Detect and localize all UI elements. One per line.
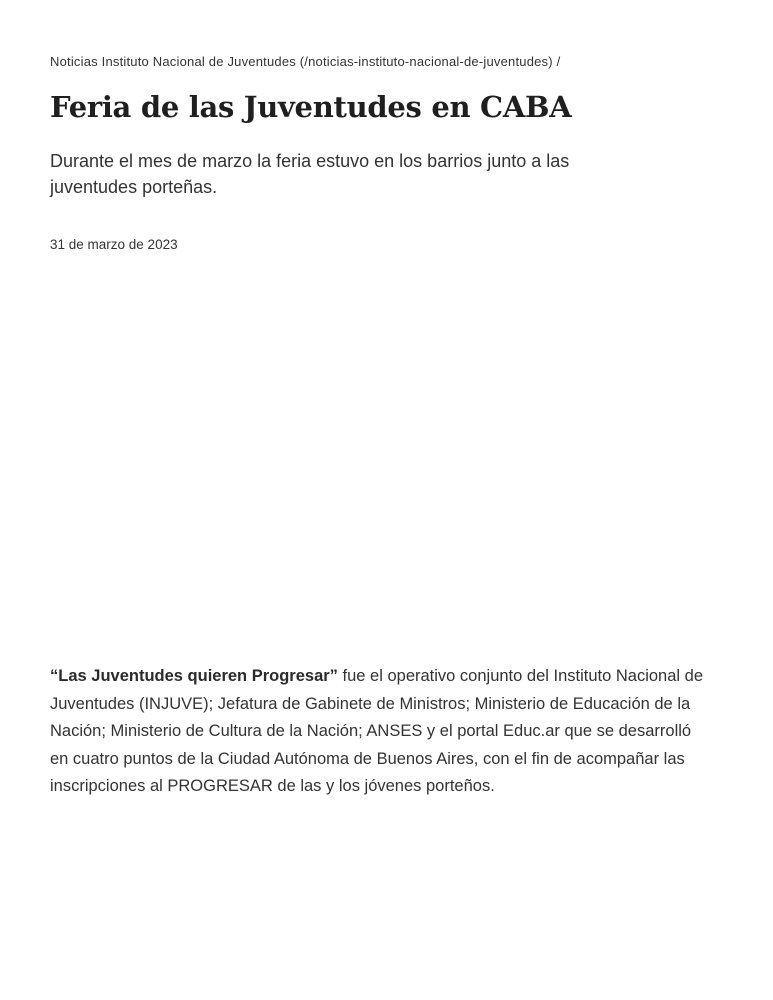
article-body [50,663,713,801]
article-body-text: fue el operativo conjunto del Instituto Nacional de Juventudes (INJUVE); Jefatura de Gabinete de Ministros; Ministerio de Educación de la Nación; Ministerio de Cultura de la Nación; ANSES y el portal Educ.ar que se desarrolló en cuatro puntos de la Ciudad Autónoma de Buenos Aires, con el fin de acompañar las inscripciones al PROGRESAR de las y los jóvenes porteños. [50,667,704,795]
article-image-placeholder [50,265,713,663]
article-date: 31 de marzo de 2023 [50,237,178,252]
article-body-bold-lead: “Las Juventudes quieren Progresar” [50,667,338,685]
breadcrumb-separator: / [552,54,561,69]
article-lead: Durante el mes de marzo la feria estuvo en los barrios junto a las juventudes porteñas. [50,151,570,197]
breadcrumb [50,54,713,70]
page-title: Feria de las Juventudes en CABA [50,90,572,124]
breadcrumb-link-noticias[interactable]: Noticias Instituto Nacional de Juventudes (/noticias-instituto-nacional-de-juventudes) [50,54,553,69]
